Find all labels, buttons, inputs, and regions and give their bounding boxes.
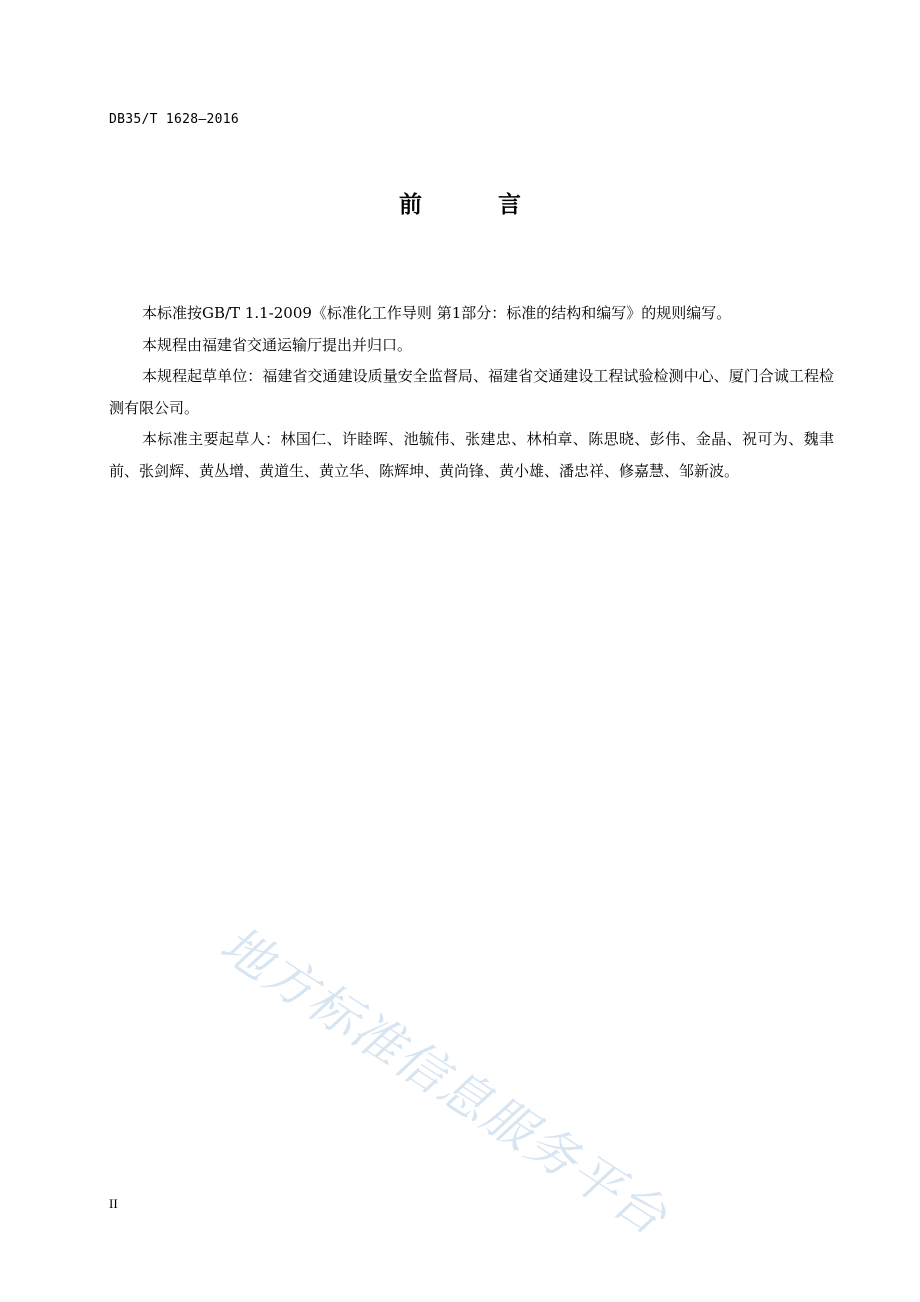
- page-title: 前 言: [398, 192, 555, 218]
- paragraph-proposer: 本规程由福建省交通运输厅提出并归口。: [142, 335, 413, 354]
- paragraph-drafters: 本标准主要起草人：林国仁、许睦晖、池毓伟、张建忠、林柏章、陈思晓、彭伟、金晶、祝可为、魏聿前、张剑辉、黄丛增、黄道生、黄立华、陈辉坤、黄尚锋、黄小雄、潘忠祥、修嘉慧、邹新波。: [109, 430, 834, 480]
- watermark: 地方标准信息服务平台: [210, 915, 678, 1247]
- page-number: II: [109, 1196, 118, 1211]
- paragraph-drafting-units: 本规程起草单位：福建省交通建设质量安全监督局、福建省交通建设工程试验检测中心、厦门合诚工程检测有限公司。: [109, 367, 834, 417]
- preface-body: [109, 298, 834, 487]
- standard-code: DB35/T 1628—2016: [109, 112, 240, 127]
- paragraph-drafting-rules: 本标准按GB/T 1.1-2009《标准化工作导则 第1部分：标准的结构和编写》的规则编写。: [142, 304, 732, 322]
